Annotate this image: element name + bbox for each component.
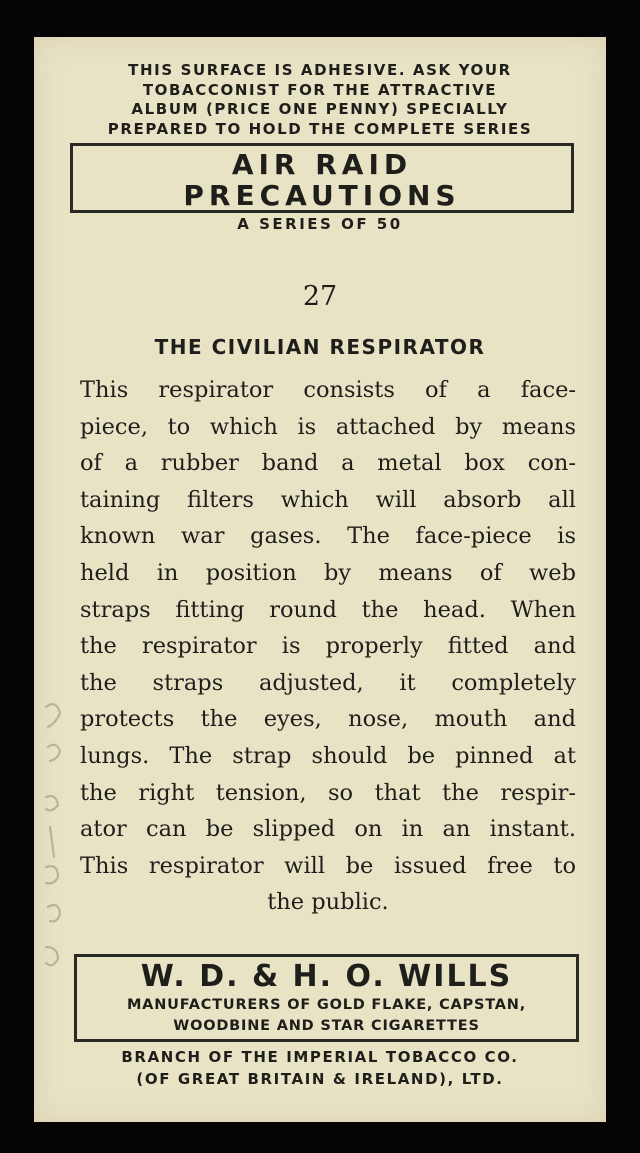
description-line: of a rubber band a metal box con- — [80, 450, 576, 477]
adhesive-line: THIS SURFACE IS ADHESIVE. ASK YOUR — [128, 61, 512, 79]
description-line: taining filters which will absorb all — [80, 486, 576, 513]
description-line: lungs. The strap should be pinned at — [80, 742, 576, 769]
card-description — [80, 372, 576, 921]
card-title: THE CIVILIAN RESPIRATOR — [154, 335, 486, 359]
adhesive-line: TOBACCONIST FOR THE ATTRACTIVE — [142, 80, 498, 99]
branch-line: (OF GREAT BRITAIN & IRELAND), LTD. — [136, 1070, 504, 1088]
maker-line: MANUFACTURERS OF GOLD FLAKE, CAPSTAN, — [126, 997, 527, 1013]
description-line: protects the eyes, nose, mouth and — [80, 706, 576, 733]
adhesive-notice — [34, 61, 606, 139]
branch-notice — [34, 1046, 606, 1090]
cigarette-card — [34, 37, 606, 1122]
description-line: This respirator will be issued free to — [80, 852, 576, 879]
adhesive-line: ALBUM (PRICE ONE PENNY) SPECIALLY — [131, 100, 509, 118]
maker-box — [74, 954, 579, 1042]
adhesive-line: PREPARED TO HOLD THE COMPLETE SERIES — [107, 119, 533, 138]
description-line: held in position by means of web — [80, 559, 576, 586]
branch-line: BRANCH OF THE IMPERIAL TOBACCO CO. — [121, 1048, 519, 1066]
description-line: ator can be slipped on in an instant. — [80, 816, 576, 843]
series-title-box — [70, 143, 574, 213]
series-count: A SERIES OF 50 — [237, 215, 403, 233]
series-title-line: PRECAUTIONS — [183, 179, 461, 212]
pencil-mark-icon — [40, 687, 66, 987]
description-line: the respirator is properly fitted and — [80, 633, 576, 660]
description-line: the public. — [267, 889, 389, 916]
description-line: the straps adjusted, it completely — [80, 669, 576, 696]
description-line: straps fitting round the head. When — [80, 596, 576, 623]
description-line: the right tension, so that the respir- — [80, 779, 576, 806]
description-line: This respirator consists of a face- — [80, 377, 576, 403]
description-line: known war gases. The face-piece is — [80, 523, 576, 550]
card-number: 27 — [302, 281, 338, 312]
maker-line: WOODBINE AND STAR CIGARETTES — [173, 1018, 480, 1034]
series-title-line: AIR RAID — [231, 148, 413, 181]
description-line: piece, to which is attached by means — [80, 413, 576, 440]
maker-name: W. D. & H. O. WILLS — [140, 959, 513, 994]
